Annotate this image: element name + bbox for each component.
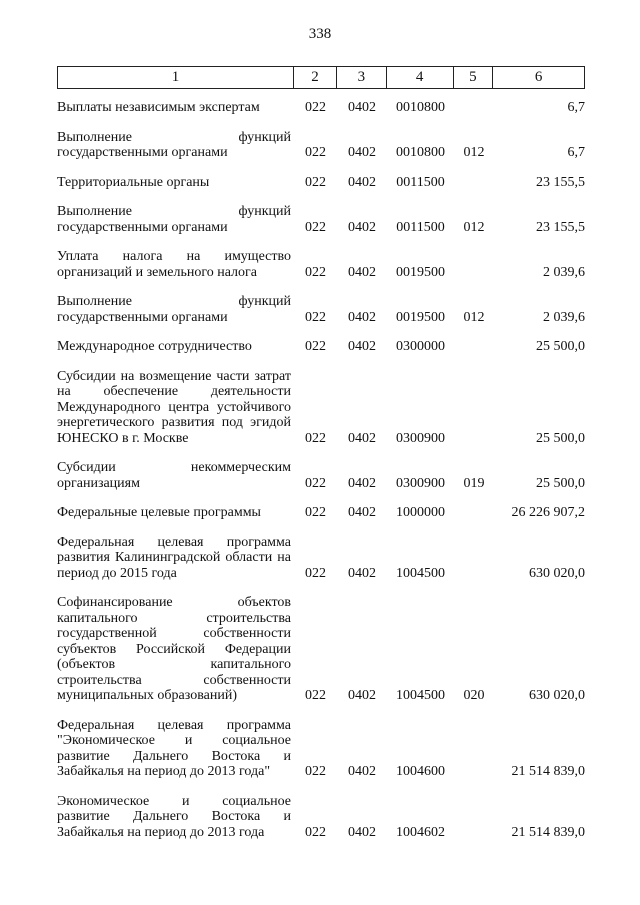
row-col-2: 022 bbox=[305, 824, 326, 840]
row-description-line: организациям bbox=[57, 475, 140, 491]
header-col-2: 2 bbox=[294, 67, 337, 88]
row-description bbox=[57, 100, 294, 116]
row-col-4: 0010800 bbox=[396, 145, 445, 160]
row-col-4: 1004500 bbox=[396, 688, 445, 703]
row-col-3: 0402 bbox=[348, 565, 376, 581]
row-description-line: Субсидии некоммерческим bbox=[57, 460, 291, 475]
table-row bbox=[57, 249, 585, 280]
row-description bbox=[57, 718, 294, 780]
row-col-5: 012 bbox=[463, 309, 485, 325]
table-row bbox=[57, 505, 585, 521]
row-description-line: Экономическое и социальное bbox=[57, 793, 291, 809]
row-description bbox=[57, 535, 294, 582]
header-col-4: 4 bbox=[387, 67, 454, 88]
row-col-2: 022 bbox=[305, 174, 326, 190]
row-col-5: 012 bbox=[463, 219, 485, 235]
row-description-line: Федеральные целевые программы bbox=[57, 505, 261, 520]
row-description-line: строительства собственности bbox=[57, 672, 291, 688]
row-amount: 26 226 907,2 bbox=[511, 505, 585, 520]
row-description-line: государственной собственности bbox=[57, 626, 291, 641]
row-amount: 25 500,0 bbox=[536, 475, 585, 491]
row-description-line: период до 2015 года bbox=[57, 565, 177, 581]
row-description bbox=[57, 130, 294, 161]
table-row bbox=[57, 339, 585, 355]
header-col-5: 5 bbox=[454, 67, 494, 88]
table-row bbox=[57, 130, 585, 161]
table-row bbox=[57, 535, 585, 582]
row-description-line: Международное сотрудничество bbox=[57, 339, 252, 354]
row-description-line: государственными органами bbox=[57, 219, 228, 235]
table-row bbox=[57, 369, 585, 447]
table-row bbox=[57, 460, 585, 491]
table-row bbox=[57, 204, 585, 235]
row-col-4: 1000000 bbox=[396, 505, 445, 520]
row-col-3: 0402 bbox=[348, 475, 376, 491]
row-col-2: 022 bbox=[305, 219, 326, 235]
row-amount: 21 514 839,0 bbox=[511, 764, 585, 779]
row-col-4: 0010800 bbox=[396, 100, 445, 115]
header-col-6: 6 bbox=[534, 69, 543, 85]
row-description-line: ЮНЕСКО в г. Москве bbox=[57, 430, 189, 446]
row-col-2: 022 bbox=[305, 475, 326, 491]
row-amount: 630 020,0 bbox=[529, 688, 585, 703]
row-amount: 2 039,6 bbox=[543, 309, 585, 325]
table-row bbox=[57, 294, 585, 325]
row-col-4: 1004602 bbox=[396, 824, 445, 840]
row-col-4: 1004500 bbox=[396, 565, 445, 581]
row-description-line: Международного центра устойчивого bbox=[57, 399, 291, 415]
row-description bbox=[57, 794, 294, 841]
row-amount: 23 155,5 bbox=[536, 174, 585, 190]
table-header bbox=[57, 66, 585, 89]
row-col-2: 022 bbox=[305, 309, 326, 325]
row-col-3: 0402 bbox=[348, 339, 376, 354]
row-col-2: 022 bbox=[305, 264, 326, 280]
table-row bbox=[57, 595, 585, 704]
row-description-line: Федеральная целевая программа bbox=[57, 534, 291, 550]
row-amount: 23 155,5 bbox=[536, 219, 585, 235]
row-amount: 25 500,0 bbox=[536, 430, 585, 446]
row-description-line: Субсидии на возмещение части затрат bbox=[57, 368, 291, 384]
row-col-3: 0402 bbox=[348, 100, 376, 115]
row-col-4: 1004600 bbox=[396, 764, 445, 779]
row-description-line: Забайкалья на период до 2013 года" bbox=[57, 764, 271, 779]
row-amount: 6,7 bbox=[567, 100, 585, 115]
header-col-3: 3 bbox=[337, 67, 387, 88]
row-description-line: Выполнение функций bbox=[57, 129, 291, 145]
table-row bbox=[57, 718, 585, 780]
row-amount: 6,7 bbox=[567, 145, 585, 160]
row-description-line: Выполнение функций bbox=[57, 294, 291, 309]
row-col-2: 022 bbox=[305, 505, 326, 520]
row-amount: 21 514 839,0 bbox=[511, 824, 585, 840]
row-description-line: Выполнение функций bbox=[57, 204, 291, 219]
row-col-3: 0402 bbox=[348, 764, 376, 779]
row-description bbox=[57, 595, 294, 704]
row-col-5: 020 bbox=[463, 688, 485, 703]
row-description-line: Забайкалья на период до 2013 года bbox=[57, 824, 265, 840]
row-col-4: 0019500 bbox=[396, 264, 445, 280]
row-col-3: 0402 bbox=[348, 309, 376, 325]
row-col-3: 0402 bbox=[348, 174, 376, 190]
row-description-line: развитие Дальнего Востока и bbox=[57, 809, 291, 824]
row-col-4: 0300900 bbox=[396, 430, 445, 446]
table-row bbox=[57, 100, 585, 116]
row-description-line: субъектов Российской Федерации bbox=[57, 641, 291, 657]
row-col-5: 019 bbox=[463, 475, 485, 491]
row-col-2: 022 bbox=[305, 688, 326, 703]
table-row bbox=[57, 794, 585, 841]
row-col-4: 0019500 bbox=[396, 309, 445, 325]
table-row bbox=[57, 175, 585, 191]
row-col-3: 0402 bbox=[348, 824, 376, 840]
row-col-2: 022 bbox=[305, 764, 326, 779]
row-description-line: Выплаты независимым экспертам bbox=[57, 100, 260, 115]
row-description-line: муниципальных образований) bbox=[57, 688, 237, 703]
row-description-line: "Экономическое и социальное bbox=[57, 733, 291, 748]
row-description bbox=[57, 369, 294, 447]
row-description-line: капитального строительства bbox=[57, 610, 291, 626]
row-col-4: 0011500 bbox=[396, 219, 445, 235]
row-description-line: развитие Дальнего Востока и bbox=[57, 748, 291, 764]
row-col-4: 0300900 bbox=[396, 475, 445, 491]
row-description-line: энергетического развития под эгидой bbox=[57, 415, 291, 430]
row-description bbox=[57, 505, 294, 521]
row-description-line: развития Калининградской области на bbox=[57, 550, 291, 565]
row-description-line: Федеральная целевая программа bbox=[57, 717, 291, 733]
row-col-3: 0402 bbox=[348, 430, 376, 446]
row-col-2: 022 bbox=[305, 339, 326, 354]
row-col-4: 0011500 bbox=[396, 174, 445, 190]
row-amount: 25 500,0 bbox=[536, 339, 585, 354]
header-col-1: 1 bbox=[58, 67, 294, 88]
row-col-2: 022 bbox=[305, 430, 326, 446]
row-col-2: 022 bbox=[305, 145, 326, 160]
row-description-line: (объектов капитального bbox=[57, 657, 291, 672]
row-description bbox=[57, 339, 294, 355]
row-description bbox=[57, 175, 294, 191]
row-col-2: 022 bbox=[305, 100, 326, 115]
row-description-line: Уплата налога на имущество bbox=[57, 249, 291, 264]
row-description-line: Территориальные органы bbox=[57, 174, 210, 190]
row-col-3: 0402 bbox=[348, 219, 376, 235]
row-description bbox=[57, 249, 294, 280]
row-amount: 630 020,0 bbox=[529, 565, 585, 581]
row-description-line: Софинансирование объектов bbox=[57, 595, 291, 610]
row-col-3: 0402 bbox=[348, 505, 376, 520]
row-description-line: организаций и земельного налога bbox=[57, 264, 257, 280]
row-col-3: 0402 bbox=[348, 264, 376, 280]
row-col-3: 0402 bbox=[348, 145, 376, 160]
table-body bbox=[57, 100, 585, 840]
page-number: 338 bbox=[308, 26, 332, 42]
row-col-3: 0402 bbox=[348, 688, 376, 703]
row-description-line: на обеспечение деятельности bbox=[57, 384, 291, 399]
row-description bbox=[57, 460, 294, 491]
row-description-line: государственными органами bbox=[57, 145, 228, 160]
row-col-5: 012 bbox=[463, 145, 485, 160]
row-description-line: государственными органами bbox=[57, 309, 228, 325]
row-col-2: 022 bbox=[305, 565, 326, 581]
row-amount: 2 039,6 bbox=[543, 264, 585, 280]
row-description bbox=[57, 294, 294, 325]
row-col-4: 0300000 bbox=[396, 339, 445, 354]
row-description bbox=[57, 204, 294, 235]
